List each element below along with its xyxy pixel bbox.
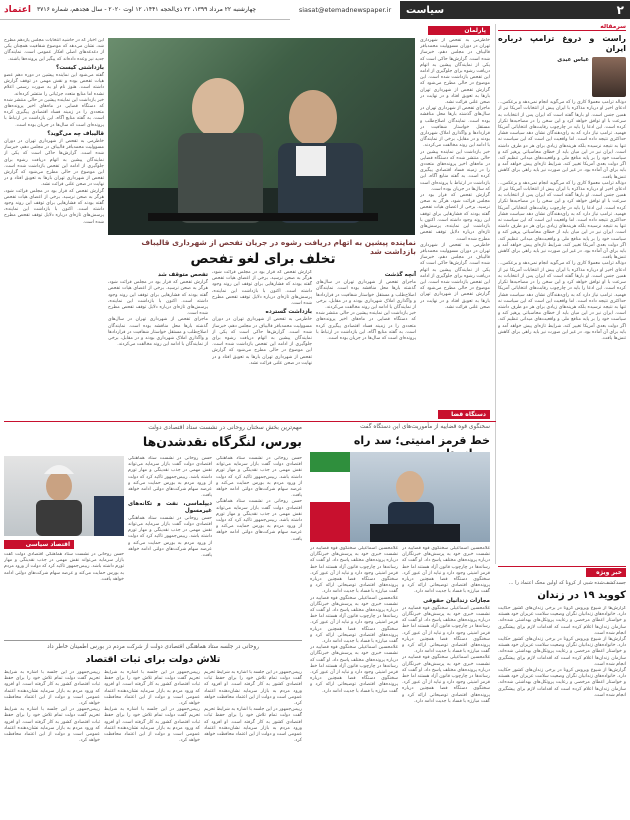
parliament-body-4: گزارش تفحص که قرار بود در مجلس قرائت شود، هرگز به صحن نرسید. برخی از اعضای هیات تفحص گفته بودند که فشارهایی برای توقف این روند وجود داشته است. اکنون با بازداشت این نماینده، پرسش‌های تازه‌ای درباره دلایل توقف تفحص مطرح شده است. xyxy=(420,193,490,242)
rouhani-body-4: حسن روحانی در نشست ستاد هماهنگی اقتصادی دولت گفت بازار سرمایه می‌تواند نقش مهمی در جذب نقدینگی و مهار تورم داشته باشد. رییس‌جمهور تاکید کرد که دولت از ورود مردم به بورس حمایت می‌کند و عرضه سهام شرکت‌های دولتی ادامه خواهد یافت. xyxy=(216,499,302,542)
rouhani-body-3: حسن روحانی در نشست ستاد هماهنگی اقتصادی دولت گفت بازار سرمایه می‌تواند نقش مهمی در جذب نقدینگی و مهار تورم داشته باشد. رییس‌جمهور تاکید کرد که دولت از ورود مردم به بورس حمایت می‌کند و عرضه سهام شرکت‌های دولتی ادامه خواهد یافت. xyxy=(216,456,302,499)
parliament-section-bar: پارلمان xyxy=(428,26,490,35)
covid-body-1: گزارش‌ها از شیوع ویروس کرونا در برخی زندان‌های کشور حکایت دارد. خانواده‌های زندانیان نگران وضعیت سلامت عزیزان خود هستند و خواستار اعطای مرخصی و رعایت پروتکل‌های بهداشتی شده‌اند. سازمان زندان‌ها اعلام کرده است که اقدامات لازم برای پیشگیری انجام شده است. xyxy=(498,606,626,636)
logo: اعتماد xyxy=(4,4,31,15)
parliament-col-3 xyxy=(212,270,312,420)
covid-kicker: جسدکشف‌شده شبی از کرونا که اولین محک اعتماد را ... xyxy=(508,580,626,586)
left-body-5: گزارش تفحص که قرار بود در مجلس قرائت شود، هرگز به صحن نرسید. برخی از اعضای هیات تفحص گفته بودند که فشارهایی برای توقف این روند وجود داشته است. اکنون با بازداشت این نماینده، پرسش‌های تازه‌ای درباره دلایل توقف تفحص مطرح شده است. xyxy=(4,188,104,225)
columnist-body-cont: دونالد ترامپ معمولا کاری را که می‌گوید انجام نمی‌دهد و برعکس... ادعای اخیر او درباره مذاکره با ایران پیش از انتخابات آمریکا نیز از همین جنس است. او بارها گفته است که ایران پس از انتخابات به سرعت با او توافق خواهد کرد و این سخن را در مصاحبه‌ها تکرار کرده است. این ادعا را باید در چارچوب رقابت‌های انتخاباتی آمریکا فهمید. ترامپ نیاز دارد که به رای‌دهندگان نشان دهد سیاست فشار حداکثری نتیجه داده است. اما واقعیت این است که این سیاست نه تنها به نتیجه نرسیده بلکه هزینه‌های زیادی برای هر دو طرف داشته است. ایران نیز در این میان باید از خطای محاسباتی پرهیز کند و سیاست خود را بر پایه منافع ملی و واقعیت‌های میدانی تنظیم کند. اگر دولت بعدی آمریکا تغییر کند، شرایط تازه‌ای پیش خواهد آمد و باید برای آن آماده بود. در غیر این صورت نیز باید راهی برای کاهش تنش‌ها یافت. xyxy=(498,180,626,261)
judiciary-body-1: غلامحسین اسماعیلی سخنگوی قوه قضاییه در نشست خبری خود به پرسش‌های خبرنگاران درباره پرونده‌های مختلف پاسخ داد. او گفت که رسانه‌ها در چارچوب قانون آزاد هستند اما خط قرمز امنیتی وجود دارد و نباید از آن عبور کرد. سخنگوی دستگاه قضا همچنین درباره پرونده‌های اقتصادی توضیحاتی ارائه کرد و گفت مبارزه با فساد با جدیت ادامه دارد. xyxy=(402,546,490,595)
covid-col xyxy=(498,606,626,816)
economy-kicker: روحانی در جلسه ستاد هماهنگی اقتصادی دولت از شرکت مردم در بورس اطمینان خاطر داد xyxy=(47,644,259,650)
economy-body-2: رییس‌جمهور در این جلسه با اشاره به شرایط تحریم گفت دولت تمام تلاش خود را برای حفظ ثبات اقتصادی کشور به کار گرفته است. او افزود که ورود مردم به بازار سرمایه نشان‌دهنده اعتماد عمومی است و دولت از این اعتماد محافظت خواهد کرد. xyxy=(4,707,100,744)
economy-body-5: رییس‌جمهور در این جلسه با اشاره به شرایط تحریم گفت دولت تمام تلاش خود را برای حفظ ثبات اقتصادی کشور به کار گرفته است. او افزود که ورود مردم به بازار سرمایه نشان‌دهنده اعتماد عمومی است و دولت از این اعتماد محافظت خواهد کرد. xyxy=(204,670,302,707)
parliament-body-1b: خاطرمی به تفحص از شهرداری تهران در دوران مسوولیت محمدباقر قالیباف در مجلس دهم، خبرساز شده است. گزارش‌ها حاکی است که یکی از نمایندگان پیشین به اتهام دریافت رشوه برای جلوگیری از ادامه این تفحص بازداشت شده است. این موضوع در حالی مطرح می‌شود که گزارش تفحص از شهرداری تهران بارها به تعویق افتاد و در نهایت در صحن علنی قرائت نشد. xyxy=(420,242,490,310)
left-body-1: این اخبار که در حاشیه انتخابات مجلس یازدهم مطرح شد، نشان می‌دهد که موضوع شفافیت همچنان یکی از دغدغه‌های اصلی افکار عمومی است. نمایندگان جدید نیز وعده داده‌اند که پیگیر این پرونده‌ها باشند. xyxy=(4,38,104,62)
economy-col-3 xyxy=(204,670,302,816)
columnist-column xyxy=(498,24,626,564)
rouhani-col-3 xyxy=(4,552,124,636)
columnist-body: دونالد ترامپ معمولا کاری را که می‌گوید انجام نمی‌دهد و برعکس... ادعای اخیر او درباره مذاکره با ایران پیش از انتخابات آمریکا نیز از همین جنس است. او بارها گفته است که ایران پس از انتخابات به سرعت با او توافق خواهد کرد و این سخن را در مصاحبه‌ها تکرار کرده است. این ادعا را باید در چارچوب رقابت‌های انتخاباتی آمریکا فهمید. ترامپ نیاز دارد که به رای‌دهندگان نشان دهد سیاست فشار حداکثری نتیجه داده است. اما واقعیت این است که این سیاست نه تنها به نتیجه نرسیده بلکه هزینه‌های زیادی برای هر دو طرف داشته است. ایران نیز در این میان باید از خطای محاسباتی پرهیز کند و سیاست خود را بر پایه منافع ملی و واقعیت‌های میدانی تنظیم کند. اگر دولت بعدی آمریکا تغییر کند، شرایط تازه‌ای پیش خواهد آمد و باید برای آن آماده بود. در غیر این صورت نیز باید راهی برای کاهش تنش‌ها یافت. xyxy=(498,100,626,180)
economy-body-4: رییس‌جمهور در این جلسه با اشاره به شرایط تحریم گفت دولت تمام تلاش خود را برای حفظ ثبات اقتصادی کشور به کار گرفته است. او افزود که ورود مردم به بازار سرمایه نشان‌دهنده اعتماد عمومی است و دولت از این اعتماد محافظت خواهد کرد. xyxy=(104,707,200,744)
column-divider xyxy=(495,24,496,564)
parliament-body-2a: ماجرای تفحص از شهرداری تهران در سال‌های گذشته بارها محل مناقشه بوده است. نمایندگان اصلاح‌طلب و مستقل خواستار شفافیت در قراردادها و واگذاری املاک شهرداری بودند و در مقابل، برخی از نمایندگان با ادامه این روند مخالفت می‌کردند. xyxy=(316,280,416,311)
parliament-subhead-3: تفحص متوقف شد xyxy=(158,272,208,278)
divider-judiciary xyxy=(4,421,496,422)
masthead-date xyxy=(0,0,290,20)
parliament-body-4b: گزارش تفحص که قرار بود در مجلس قرائت شود، هرگز به صحن نرسید. برخی از اعضای هیات تفحص گفته بودند که فشارهایی برای توقف این روند وجود داشته است. اکنون با بازداشت این نماینده، پرسش‌های تازه‌ای درباره دلایل توقف تفحص مطرح شده است. xyxy=(108,280,208,317)
covid-body-3: گزارش‌ها از شیوع ویروس کرونا در برخی زندان‌های کشور حکایت دارد. خانواده‌های زندانیان نگران وضعیت سلامت عزیزان خود هستند و خواستار اعطای مرخصی و رعایت پروتکل‌های بهداشتی شده‌اند. سازمان زندان‌ها اعلام کرده است که اقدامات لازم برای پیشگیری انجام شده است. xyxy=(498,668,626,698)
spokesman-illustration xyxy=(310,452,490,542)
covid-section-bar: خبر ویژه xyxy=(586,568,626,577)
economy-col-2 xyxy=(104,670,200,816)
judiciary-body-2: غلامحسین اسماعیلی سخنگوی قوه قضاییه در نشست خبری خود به پرسش‌های خبرنگاران درباره پرونده‌های مختلف پاسخ داد. او گفت که رسانه‌ها در چارچوب قانون آزاد هستند اما خط قرمز امنیتی وجود دارد و نباید از آن عبور کرد. سخنگوی دستگاه قضا همچنین درباره پرونده‌های اقتصادی توضیحاتی ارائه کرد و گفت مبارزه با فساد با جدیت ادامه دارد. xyxy=(402,605,490,655)
judiciary-body-6: غلامحسین اسماعیلی سخنگوی قوه قضاییه در نشست خبری خود به پرسش‌های خبرنگاران درباره پرونده‌های مختلف پاسخ داد. او گفت که رسانه‌ها در چارچوب قانون آزاد هستند اما خط قرمز امنیتی وجود دارد و نباید از آن عبور کرد. سخنگوی دستگاه قضا همچنین درباره پرونده‌های اقتصادی توضیحاتی ارائه کرد و گفت مبارزه با فساد با جدیت ادامه دارد. xyxy=(310,645,398,694)
rouhani-body-1: حسن روحانی در نشست ستاد هماهنگی اقتصادی دولت گفت بازار سرمایه می‌تواند نقش مهمی در جذب نقدینگی و مهار تورم داشته باشد. رییس‌جمهور تاکید کرد که دولت از ورود مردم به بورس حمایت می‌کند و عرضه سهام شرکت‌های دولتی ادامه خواهد یافت. xyxy=(128,456,212,499)
columnist-header: سرمقاله xyxy=(498,24,626,31)
rouhani-illustration xyxy=(4,456,124,536)
judiciary-body-5: غلامحسین اسماعیلی سخنگوی قوه قضاییه در نشست خبری خود به پرسش‌های خبرنگاران درباره پرونده‌های مختلف پاسخ داد. او گفت که رسانه‌ها در چارچوب قانون آزاد هستند اما خط قرمز امنیتی وجود دارد و نباید از آن عبور کرد. سخنگوی دستگاه قضا همچنین درباره پرونده‌های اقتصادی توضیحاتی ارائه کرد و گفت مبارزه با فساد با جدیت ادامه دارد. xyxy=(310,595,398,645)
rouhani-photo xyxy=(4,456,124,536)
parliament-col-2 xyxy=(316,270,416,420)
covid-body-2: گزارش‌ها از شیوع ویروس کرونا در برخی زندان‌های کشور حکایت دارد. خانواده‌های زندانیان نگران وضعیت سلامت عزیزان خود هستند و خواستار اعطای مرخصی و رعایت پروتکل‌های بهداشتی شده‌اند. سازمان زندان‌ها اعلام کرده است که اقدامات لازم برای پیشگیری انجام شده است. xyxy=(498,637,626,667)
rouhani-headline: بورس، لنگرگاه نقدشدن‌ها xyxy=(142,434,302,449)
parliament-body-4a: گزارش تفحص که قرار بود در مجلس قرائت شود، هرگز به صحن نرسید. برخی از اعضای هیات تفحص گفته بودند که فشارهایی برای توقف این روند وجود داشته است. اکنون با بازداشت این نماینده، پرسش‌های تازه‌ای درباره دلایل توقف تفحص مطرح شده است. xyxy=(212,270,312,307)
page-number: ۲ xyxy=(616,3,624,17)
economy-body-6: رییس‌جمهور در این جلسه با اشاره به شرایط تحریم گفت دولت تمام تلاش خود را برای حفظ ثبات اقتصادی کشور به کار گرفته است. او افزود که ورود مردم به بازار سرمایه نشان‌دهنده اعتماد عمومی است و دولت از این اعتماد محافظت خواهد کرد. xyxy=(204,707,302,744)
parliament-col-4 xyxy=(108,270,208,420)
date-line: چهارشنبه ۲۲ مرداد ۱۳۹۹، ۲۲ ذی‌الحجه ۱۴۴۱، ۱۲ اوت ۲۰۲۰ - سال هجدهم، شماره ۳۷۱۶ xyxy=(36,6,257,13)
judiciary-body-4: غلامحسین اسماعیلی سخنگوی قوه قضاییه در نشست خبری خود به پرسش‌های خبرنگاران درباره پرونده‌های مختلف پاسخ داد. او گفت که رسانه‌ها در چارچوب قانون آزاد هستند اما خط قرمز امنیتی وجود دارد و نباید از آن عبور کرد. سخنگوی دستگاه قضا همچنین درباره پرونده‌های اقتصادی توضیحاتی ارائه کرد و گفت مبارزه با فساد با جدیت ادامه دارد. xyxy=(310,546,398,595)
judiciary-body-3: غلامحسین اسماعیلی سخنگوی قوه قضاییه در نشست خبری خود به پرسش‌های خبرنگاران درباره پرونده‌های مختلف پاسخ داد. او گفت که رسانه‌ها در چارچوب قانون آزاد هستند اما خط قرمز امنیتی وجود دارد و نباید از آن عبور کرد. سخنگوی دستگاه قضا همچنین درباره پرونده‌های اقتصادی توضیحاتی ارائه کرد و گفت مبارزه با فساد با جدیت ادامه دارد. xyxy=(402,655,490,704)
divider-economy xyxy=(4,640,302,641)
left-body-4: خاطرمی به تفحص از شهرداری تهران در دوران مسوولیت محمدباقر قالیباف در مجلس دهم، خبرساز شده است. گزارش‌ها حاکی است که یکی از نمایندگان پیشین به اتهام دریافت رشوه برای جلوگیری از ادامه این تفحص بازداشت شده است. این موضوع در حالی مطرح می‌شود که گزارش تفحص از شهرداری تهران بارها به تعویق افتاد و در نهایت در صحن علنی قرائت نشد. xyxy=(4,139,104,188)
officials-illustration xyxy=(108,38,415,235)
left-column xyxy=(4,38,104,418)
rouhani-section-bar: اقتصاد سیاسی xyxy=(4,540,74,549)
covid-headline: کووید ۱۹ در زندان xyxy=(537,590,626,601)
economy-col-1 xyxy=(4,670,100,816)
parliament-body-1: خاطرمی به تفحص از شهرداری تهران در دوران مسوولیت محمدباقر قالیباف در مجلس دهم، خبرساز شده است. گزارش‌ها حاکی است که یکی از نمایندگان پیشین به اتهام دریافت رشوه برای جلوگیری از ادامه این تفحص بازداشت شده است. این موضوع در حالی مطرح می‌شود که گزارش تفحص از شهرداری تهران بارها به تعویق افتاد و در نهایت در صحن علنی قرائت نشد. xyxy=(420,38,490,106)
section-name: سیاست xyxy=(406,4,445,16)
parliament-col-1 xyxy=(420,38,490,420)
parliament-subhead-2: بازداشت گسترده xyxy=(265,309,312,316)
judiciary-col-1 xyxy=(402,546,490,816)
author-photo xyxy=(592,57,626,97)
parliament-body-3: خبر بازداشت این نماینده پیشین در حالی منتشر شده که دستگاه قضایی در ماه‌های اخیر پرونده‌های متعددی را در زمینه فساد اقتصادی پیگیری کرده است. به گفته منابع آگاه، این بازداشت در ارتباط با پرونده‌ای است که سال‌ها در جریان بوده است. xyxy=(420,149,490,192)
parliament-headline: تخلف برای لغو تفحص xyxy=(190,251,336,267)
columnist-title: راست و دروغ ترامپ درباره ایران xyxy=(498,34,626,54)
rouhani-col-2 xyxy=(216,456,302,636)
parliament-body-3a: خبر بازداشت این نماینده پیشین در حالی منتشر شده که دستگاه قضایی در ماه‌های اخیر پرونده‌های متعددی را در زمینه فساد اقتصادی پیگیری کرده است. به گفته منابع آگاه، این بازداشت در ارتباط با پرونده‌ای است که سال‌ها در جریان بوده است. xyxy=(316,311,416,342)
left-body-3: خبر بازداشت این نماینده پیشین در حالی منتشر شده که دستگاه قضایی در ماه‌های اخیر پرونده‌های متعددی را در زمینه فساد اقتصادی پیگیری کرده است. به گفته منابع آگاه، این بازداشت در ارتباط با پرونده‌ای است که سال‌ها در جریان بوده است. xyxy=(4,97,104,128)
rouhani-col-1 xyxy=(128,456,212,636)
economy-body-1: رییس‌جمهور در این جلسه با اشاره به شرایط تحریم گفت دولت تمام تلاش خود را برای حفظ ثبات اقتصادی کشور به کار گرفته است. او افزود که ورود مردم به بازار سرمایه نشان‌دهنده اعتماد عمومی است و دولت از این اعتماد محافظت خواهد کرد. xyxy=(4,670,100,707)
parliament-lead-headline: نماینده پیشین به اتهام دریافت رشوه در جریان تفحص از شهرداری قالیباف بازداشت شد xyxy=(141,238,416,256)
divider-covid xyxy=(498,566,626,567)
masthead xyxy=(0,0,630,20)
judiciary-col-2 xyxy=(310,546,398,816)
masthead-section-bar xyxy=(400,1,630,19)
judiciary-kicker: سخنگوی قوه قضاییه از مأموریت‌های این دستگاه گفت xyxy=(360,424,490,430)
judiciary-subhead: مجازات زندانیان حقوقی xyxy=(423,597,490,604)
masthead-email[interactable]: siasat@etemadnewspaper.ir xyxy=(298,6,392,14)
judiciary-headline: خط قرمز امنیتی؛ سد راه xyxy=(353,434,490,447)
parliament-body-2b: ماجرای تفحص از شهرداری تهران در سال‌های گذشته بارها محل مناقشه بوده است. نمایندگان اصلاح‌طلب و مستقل خواستار شفافیت در قراردادها و واگذاری املاک شهرداری بودند و در مقابل، برخی از نمایندگان با ادامه این روند مخالفت می‌کردند. xyxy=(108,317,208,348)
rouhani-subhead: دیپلماسی، نفت و تکانه‌های غیرمسول xyxy=(128,501,212,514)
judiciary-photo xyxy=(310,452,490,542)
left-subhead-1: بازداشتی کیست؟ xyxy=(56,64,104,71)
parliament-body-2: ماجرای تفحص از شهرداری تهران در سال‌های گذشته بارها محل مناقشه بوده است. نمایندگان اصلاح‌طلب و مستقل خواستار شفافیت در قراردادها و واگذاری املاک شهرداری بودند و در مقابل، برخی از نمایندگان با ادامه این روند مخالفت می‌کردند. xyxy=(420,106,490,149)
rouhani-body-5: حسن روحانی در نشست ستاد هماهنگی اقتصادی دولت گفت بازار سرمایه می‌تواند نقش مهمی در جذب نقدینگی و مهار تورم داشته باشد. رییس‌جمهور تاکید کرد که دولت از ورود مردم به بورس حمایت می‌کند و عرضه سهام شرکت‌های دولتی ادامه خواهد یافت. xyxy=(4,552,124,582)
parliament-photo xyxy=(108,38,415,235)
economy-headline: تلاش دولت برای ثبات اقتصاد xyxy=(85,654,221,665)
parliament-body-1c: خاطرمی به تفحص از شهرداری تهران در دوران مسوولیت محمدباقر قالیباف در مجلس دهم، خبرساز شده است. گزارش‌ها حاکی است که یکی از نمایندگان پیشین به اتهام دریافت رشوه برای جلوگیری از ادامه این تفحص بازداشت شده است. این موضوع در حالی مطرح می‌شود که گزارش تفحص از شهرداری تهران بارها به تعویق افتاد و در نهایت در صحن علنی قرائت نشد. xyxy=(212,317,312,366)
economy-body-3: رییس‌جمهور در این جلسه با اشاره به شرایط تحریم گفت دولت تمام تلاش خود را برای حفظ ثبات اقتصادی کشور به کار گرفته است. او افزود که ورود مردم به بازار سرمایه نشان‌دهنده اعتماد عمومی است و دولت از این اعتماد محافظت خواهد کرد. xyxy=(104,670,200,707)
judiciary-section-bar: دستگاه قضا xyxy=(438,410,490,419)
rouhani-body-2: حسن روحانی در نشست ستاد هماهنگی اقتصادی دولت گفت بازار سرمایه می‌تواند نقش مهمی در جذب نقدینگی و مهار تورم داشته باشد. رییس‌جمهور تاکید کرد که دولت از ورود مردم به بورس حمایت می‌کند و عرضه سهام شرکت‌های دولتی ادامه خواهد یافت. xyxy=(128,515,212,559)
columnist-body-cont2: دونالد ترامپ معمولا کاری را که می‌گوید انجام نمی‌دهد و برعکس... ادعای اخیر او درباره مذاکره با ایران پیش از انتخابات آمریکا نیز از همین جنس است. او بارها گفته است که ایران پس از انتخابات به سرعت با او توافق خواهد کرد و این سخن را در مصاحبه‌ها تکرار کرده است. این ادعا را باید در چارچوب رقابت‌های انتخاباتی آمریکا فهمید. ترامپ نیاز دارد که به رای‌دهندگان نشان دهد سیاست فشار حداکثری نتیجه داده است. اما واقعیت این است که این سیاست نه تنها به نتیجه نرسیده بلکه هزینه‌های زیادی برای هر دو طرف داشته است. ایران نیز در این میان باید از خطای محاسباتی پرهیز کند و سیاست خود را بر پایه منافع ملی و واقعیت‌های میدانی تنظیم کند. اگر دولت بعدی آمریکا تغییر کند، شرایط تازه‌ای پیش خواهد آمد و باید برای آن آماده بود. در غیر این صورت نیز باید راهی برای کاهش تنش‌ها یافت. xyxy=(498,261,626,341)
left-subhead-2: قالیباف چه می‌گوید؟ xyxy=(47,130,104,137)
author-name: عباس عبدی xyxy=(557,57,589,64)
parliament-subhead-1: آنچه گذشت xyxy=(384,272,416,278)
rouhani-kicker: مهم‌ترین بخش سخنان روحانی در نشست ستاد اقتصادی دولت xyxy=(148,424,302,431)
left-body-2: گفته می‌شود این نماینده پیشین در دوره دهم عضو هیات تفحص بوده و نقش مهمی در توقف گزارش داشته است. هنوز نام او به صورت رسمی اعلام نشده اما منابع متعدد جزئیاتی را منتشر کرده‌اند. xyxy=(4,73,104,97)
